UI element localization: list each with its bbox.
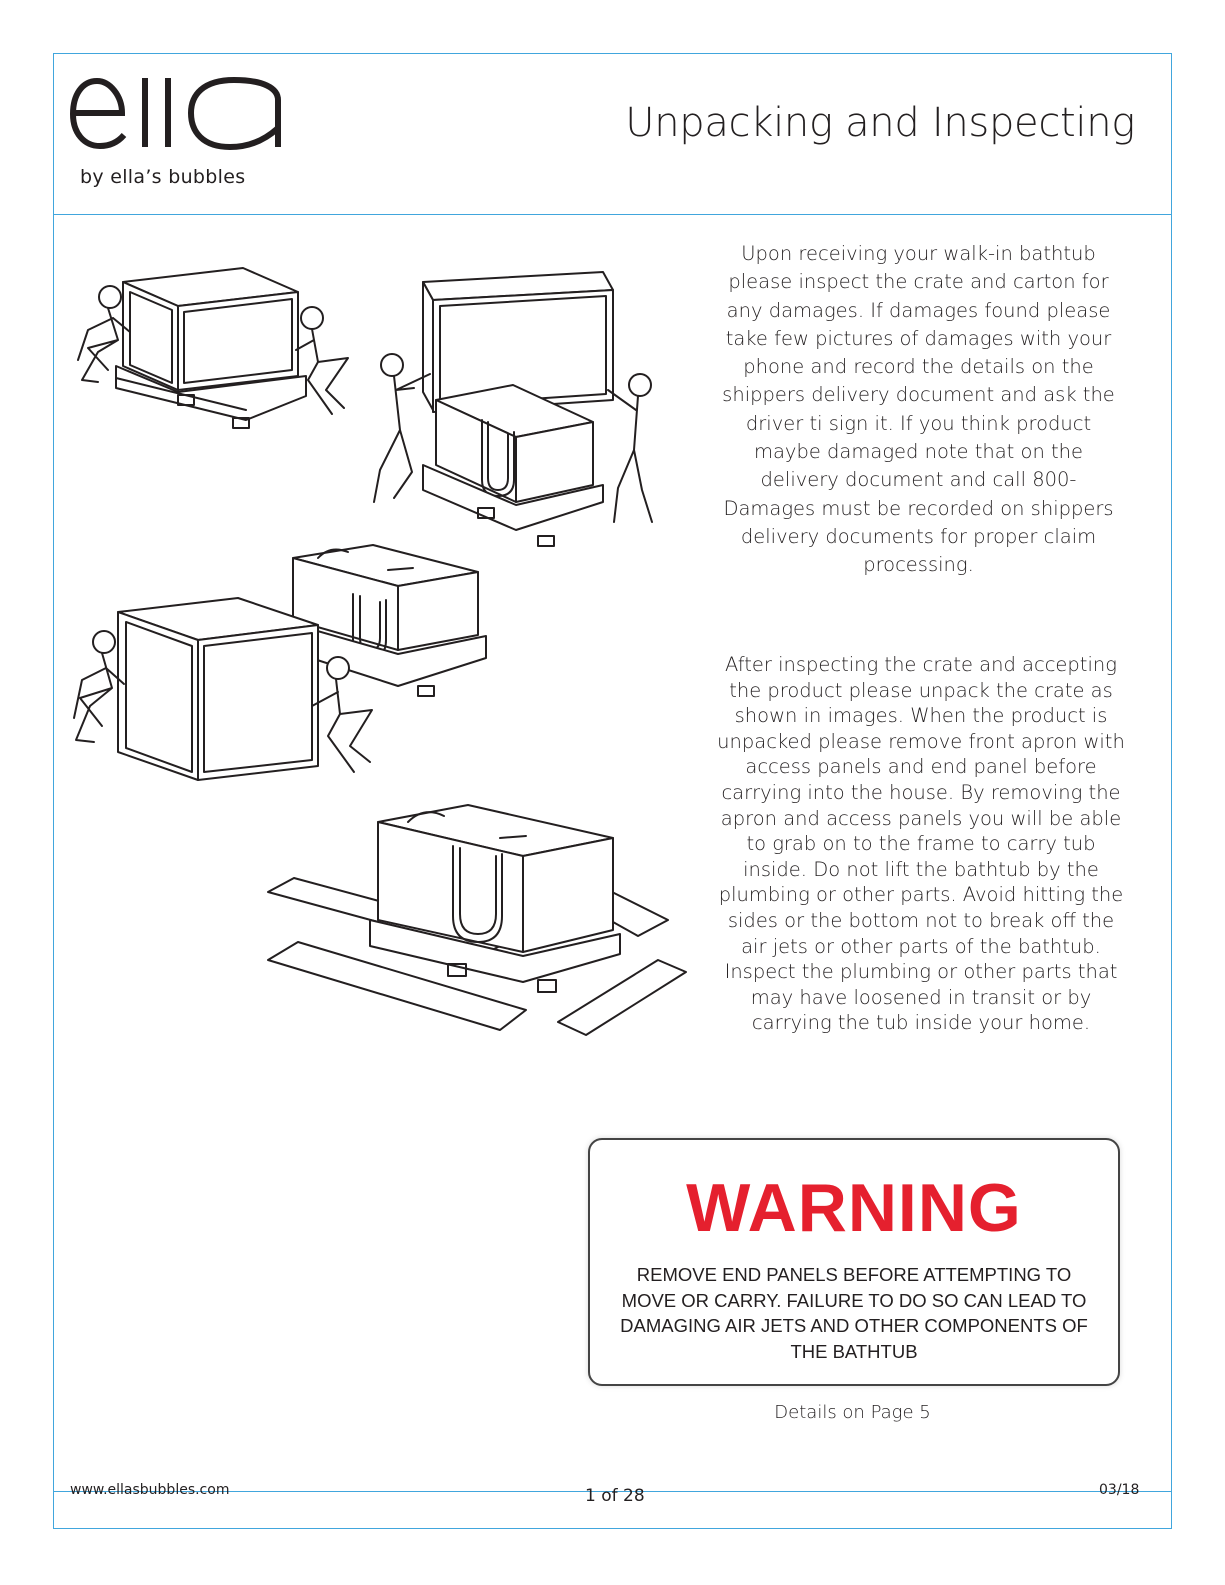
warning-body: REMOVE END PANELS BEFORE ATTEMPTING TO MOVE OR CARRY. FAILURE TO DO SO CAN LEAD TO DAMAGING AIR JETS AND OTHER COMPONENTS OF THE BATHTUB	[620, 1264, 1088, 1362]
unpacking-illustration	[68, 240, 708, 1080]
unpacking-paragraph: After inspecting the crate and accepting the product please unpack the crate as shown in images. When the product is unpacked please remove front apron with access panels and end panel before carrying into the house. By removing the apron and access panels you will be able to grab on to the frame to carry tub inside. Do not lift the bathtub by the plumbing or other parts. Avoid hitting the sides or the bottom not to break off the air jets or other parts of the bathtub. Inspect the plumbing or other parts that may have loosened in transit or by carrying the tub inside your home.	[717, 653, 1125, 1035]
inspection-paragraph: Upon receiving your walk-in bathtub please inspect the crate and carton for any damages. If damages found please take few pictures of damages with your phone and record the details on the shippers delivery document and ask the driver ti sign it. If you think product maybe damaged note that on the delivery document and call 800- Damages must be recorded on shippers delivery documents for proper claim processing.	[722, 242, 1115, 577]
details-note: Details on Page 5	[774, 1402, 931, 1423]
scene-lift-crate	[374, 272, 652, 546]
footer-date: 03/18	[1099, 1482, 1140, 1498]
footer-url: www.ellasbubbles.com	[70, 1482, 230, 1498]
header-divider	[53, 214, 1172, 215]
warning-box	[588, 1138, 1120, 1386]
footer-page-number: 1 of 28	[585, 1486, 645, 1506]
warning-title: WARNING	[686, 1170, 1022, 1246]
page-title: Unpacking and Inspecting	[625, 100, 1135, 146]
brand-tagline: by ella’s bubbles	[80, 166, 246, 188]
scene-panels-removed	[268, 805, 686, 1035]
scene-crate-removed	[74, 545, 486, 780]
brand-logo	[70, 70, 290, 200]
scene-crate-carry	[78, 268, 348, 428]
